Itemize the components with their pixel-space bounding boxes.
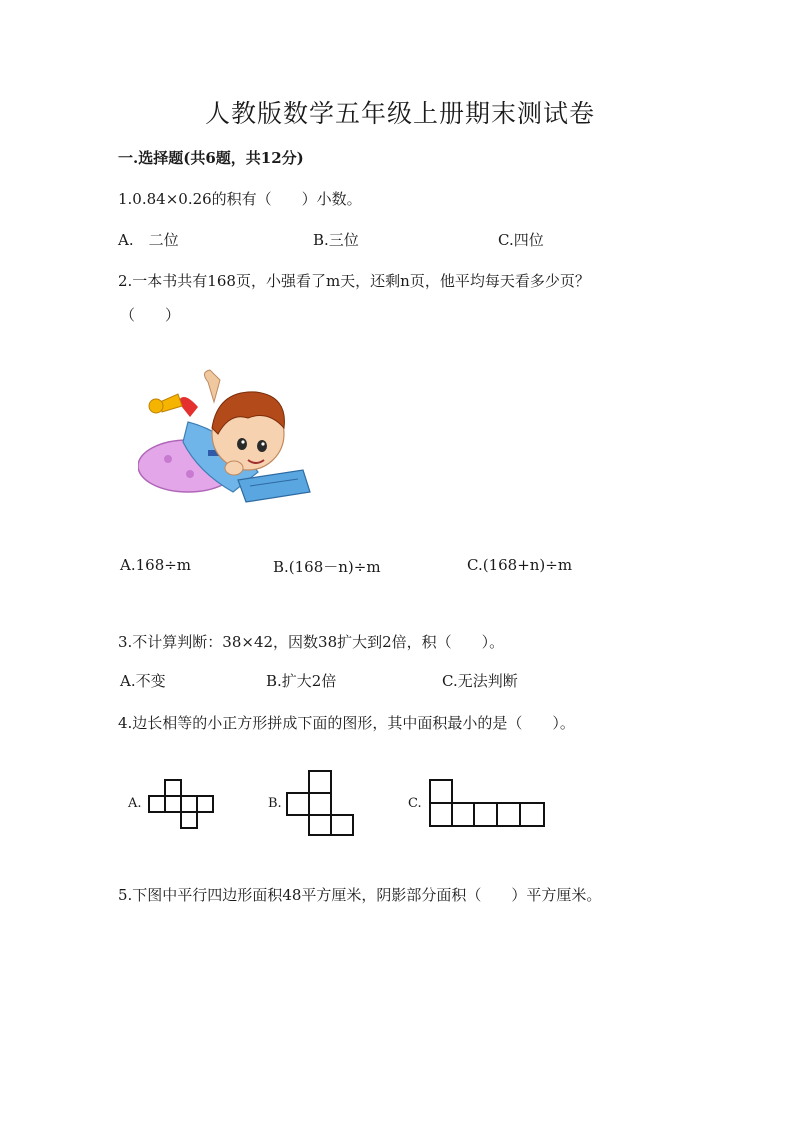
figure-c-label: C. [408, 796, 422, 811]
question-2-paren: （ ） [120, 306, 181, 324]
figure-a-squares [148, 779, 218, 837]
figure-c-squares [429, 779, 549, 833]
question-5-text: 5.下图中平行四边形面积48平方厘米，阴影部分面积（ ）平方厘米。 [118, 886, 602, 904]
figure-b-label: B. [268, 796, 282, 811]
question-1-option-c: C.四位 [498, 231, 544, 249]
question-2-option-c: C.(168+n)÷m [467, 556, 573, 574]
question-4-text: 4.边长相等的小正方形拼成下面的图形，其中面积最小的是（ ）。 [118, 714, 575, 732]
boy-reading-icon [138, 362, 313, 512]
question-2-option-b: B.(168－n)÷m [273, 558, 381, 576]
question-3-option-a: A.不变 [120, 672, 166, 690]
question-2-text: 2.一本书共有168页，小强看了m天，还剩n页，他平均每天看多少页？ [118, 272, 590, 290]
question-3-option-c: C.无法判断 [442, 672, 518, 690]
question-1-option-b: B.三位 [313, 231, 359, 249]
question-1-text: 1.0.84×0.26的积有（ ）小数。 [118, 190, 362, 208]
section-heading: 一.选择题(共6题，共12分) [118, 149, 304, 167]
question-1-option-a: A. 二位 [118, 231, 179, 249]
figure-b-squares [286, 770, 356, 842]
question-3-option-b: B.扩大2倍 [266, 672, 337, 690]
question-3-text: 3.不计算判断：38×42，因数38扩大到2倍，积（ ）。 [118, 633, 505, 651]
question-2-option-a: A.168÷m [120, 556, 192, 574]
page-title: 人教版数学五年级上册期末测试卷 [204, 99, 595, 128]
figure-a-label: A. [128, 796, 142, 811]
